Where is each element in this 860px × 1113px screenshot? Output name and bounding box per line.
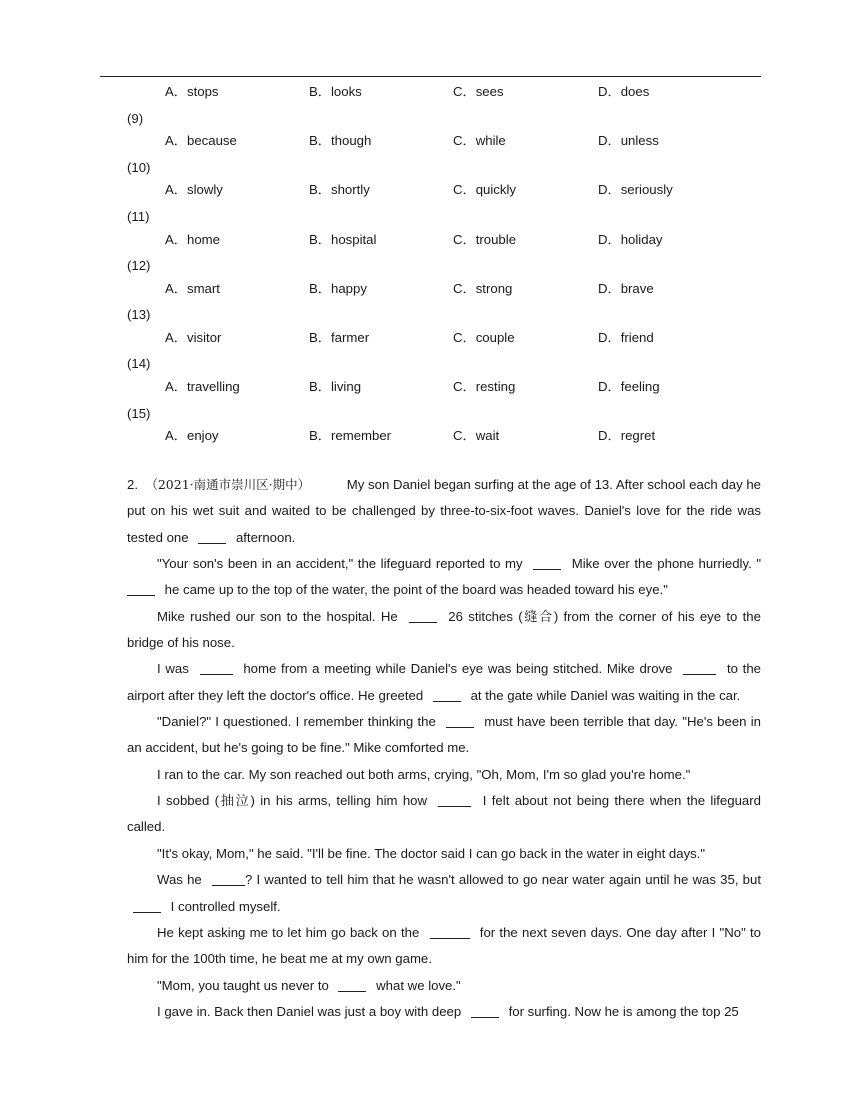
option-d: D．feeling (598, 379, 660, 395)
passage-paragraph (127, 867, 761, 920)
passage-text: afternoon. (235, 529, 296, 545)
passage-paragraph (127, 762, 761, 788)
passage-text: He kept asking me to let him go back on the (157, 924, 420, 940)
passage-paragraph (127, 551, 761, 604)
blank-14[interactable] (471, 1003, 499, 1018)
blank-3[interactable] (127, 581, 155, 596)
passage-text: for surfing. Now he is among the top 25 (508, 1003, 739, 1019)
question-number: (10) (127, 159, 151, 175)
passage-text: I sobbed (抽泣) in his arms, telling him how (157, 793, 428, 809)
option-b: B．living (309, 379, 362, 395)
passage-paragraph (127, 656, 761, 709)
option-c: C．resting (453, 379, 516, 395)
passage-text: I ran to the car. My son reached out both arms, crying, "Oh, Mom, I'm so glad you're home." (157, 766, 691, 782)
passage-text: I was (157, 661, 189, 677)
passage-text: Was he (157, 872, 202, 888)
option-a: A．travelling (165, 379, 240, 395)
question-number: (9) (127, 110, 144, 126)
question-2-passage (127, 472, 761, 1025)
top-rule (100, 76, 761, 77)
option-b: B．happy (309, 280, 367, 296)
passage-paragraph (127, 788, 761, 841)
passage-text: Mike rushed our son to the hospital. He (157, 608, 398, 624)
option-b: B．shortly (309, 182, 370, 198)
question-number: (15) (127, 405, 151, 421)
passage-text: My son Daniel began surfing at the age of 13. After school each day he put on his wet suit and waited to be challenged by three-to-six-foot waves. Daniel's love for the ride was tested one (127, 477, 762, 545)
blank-7[interactable] (433, 687, 461, 702)
option-row-11 (0, 230, 860, 255)
passage-text: Mike over the phone hurriedly. " (571, 556, 761, 572)
option-row-14 (0, 377, 860, 402)
option-a: A．smart (165, 280, 220, 296)
option-row-8 (0, 82, 860, 107)
option-b: B．hospital (309, 231, 377, 247)
passage-paragraph (127, 973, 761, 999)
passage-text: at the gate while Daniel was waiting in the car. (470, 687, 741, 703)
passage-text: to the airport after they left the doctor's office. He greeted (127, 661, 761, 703)
blank-13[interactable] (338, 977, 366, 992)
blank-4[interactable] (409, 608, 437, 623)
blank-2[interactable] (533, 555, 561, 570)
option-c: C．while (453, 133, 506, 149)
answer-options (0, 82, 860, 451)
option-d: D．does (598, 84, 650, 99)
blank-8[interactable] (446, 713, 474, 728)
option-d: D．friend (598, 329, 654, 345)
passage-paragraph (127, 709, 761, 762)
option-b: B．looks (309, 84, 362, 99)
option-b: B．farmer (309, 329, 370, 345)
option-row-15 (0, 426, 860, 451)
blank-1[interactable] (198, 529, 226, 544)
option-a: A．stops (165, 84, 219, 99)
passage-paragraph (127, 604, 761, 657)
passage-text: what we love." (376, 977, 461, 993)
passage-text: "Mom, you taught us never to (157, 977, 329, 993)
question-number: (12) (127, 258, 151, 274)
option-c: C．wait (453, 428, 500, 444)
option-a: A．slowly (165, 182, 223, 198)
question-number: (13) (127, 307, 151, 323)
option-c: C．couple (453, 329, 515, 345)
option-row-13 (0, 328, 860, 353)
passage-text: home from a meeting while Daniel's eye was being stitched. Mike drove (243, 661, 673, 677)
passage-paragraph (127, 920, 761, 973)
passage-text: must have been terrible that day. "He's been in an accident, but he's going to be fine." Mike comforted me. (127, 714, 761, 756)
option-a: A．visitor (165, 329, 222, 345)
passage-paragraph (127, 999, 761, 1025)
option-c: C．sees (453, 84, 504, 99)
blank-11[interactable] (133, 898, 161, 913)
question-number: (11) (127, 208, 150, 224)
passage-text: 26 stitches (缝合) from the corner of his eye to the bridge of his nose. (127, 608, 761, 651)
passage-text: ? I wanted to tell him that he wasn't allowed to go near water again until he was 35, but (244, 872, 761, 888)
blank-6[interactable] (683, 660, 716, 675)
blank-12[interactable] (430, 924, 470, 939)
option-b: B．though (309, 133, 372, 149)
passage-text: he came up to the top of the water, the point of the board was headed toward his eye." (164, 582, 668, 598)
passage-text: for the next seven days. One day after I "No" to him for the 100th time, he beat me at my own game. (127, 924, 761, 967)
blank-5[interactable] (200, 660, 233, 675)
option-a: A．home (165, 231, 220, 247)
question-source: （2021·南通市崇川区·期中） (145, 477, 311, 492)
option-c: C．quickly (453, 182, 517, 198)
option-row-12 (0, 279, 860, 304)
blank-9[interactable] (438, 792, 471, 807)
question-number: 2. (127, 477, 138, 492)
passage-text: I gave in. Back then Daniel was just a boy with deep (157, 1003, 462, 1019)
passage-text: "Daniel?" I questioned. I remember thinking the (157, 714, 436, 730)
option-b: B．remember (309, 428, 392, 444)
option-d: D．unless (598, 133, 659, 149)
option-row-9 (0, 131, 860, 156)
question-number: (14) (127, 356, 151, 372)
option-c: C．trouble (453, 231, 517, 247)
passage-text: "Your son's been in an accident," the lifeguard reported to my (157, 556, 523, 572)
passage-text: I controlled myself. (170, 898, 281, 914)
option-d: D．brave (598, 280, 654, 296)
option-row-10 (0, 180, 860, 205)
option-d: D．seriously (598, 182, 673, 198)
blank-10[interactable] (212, 871, 245, 886)
option-d: D．regret (598, 428, 656, 444)
option-a: A．because (165, 133, 237, 149)
option-d: D．holiday (598, 231, 663, 247)
passage-text: I felt about not being there when the lifeguard called. (127, 793, 761, 835)
passage-paragraph (127, 472, 761, 551)
option-a: A．enjoy (165, 428, 219, 444)
passage-text: "It's okay, Mom," he said. "I'll be fine. The doctor said I can go back in the water in eight days." (157, 845, 706, 861)
option-c: C．strong (453, 280, 513, 296)
passage-paragraph (127, 841, 761, 867)
